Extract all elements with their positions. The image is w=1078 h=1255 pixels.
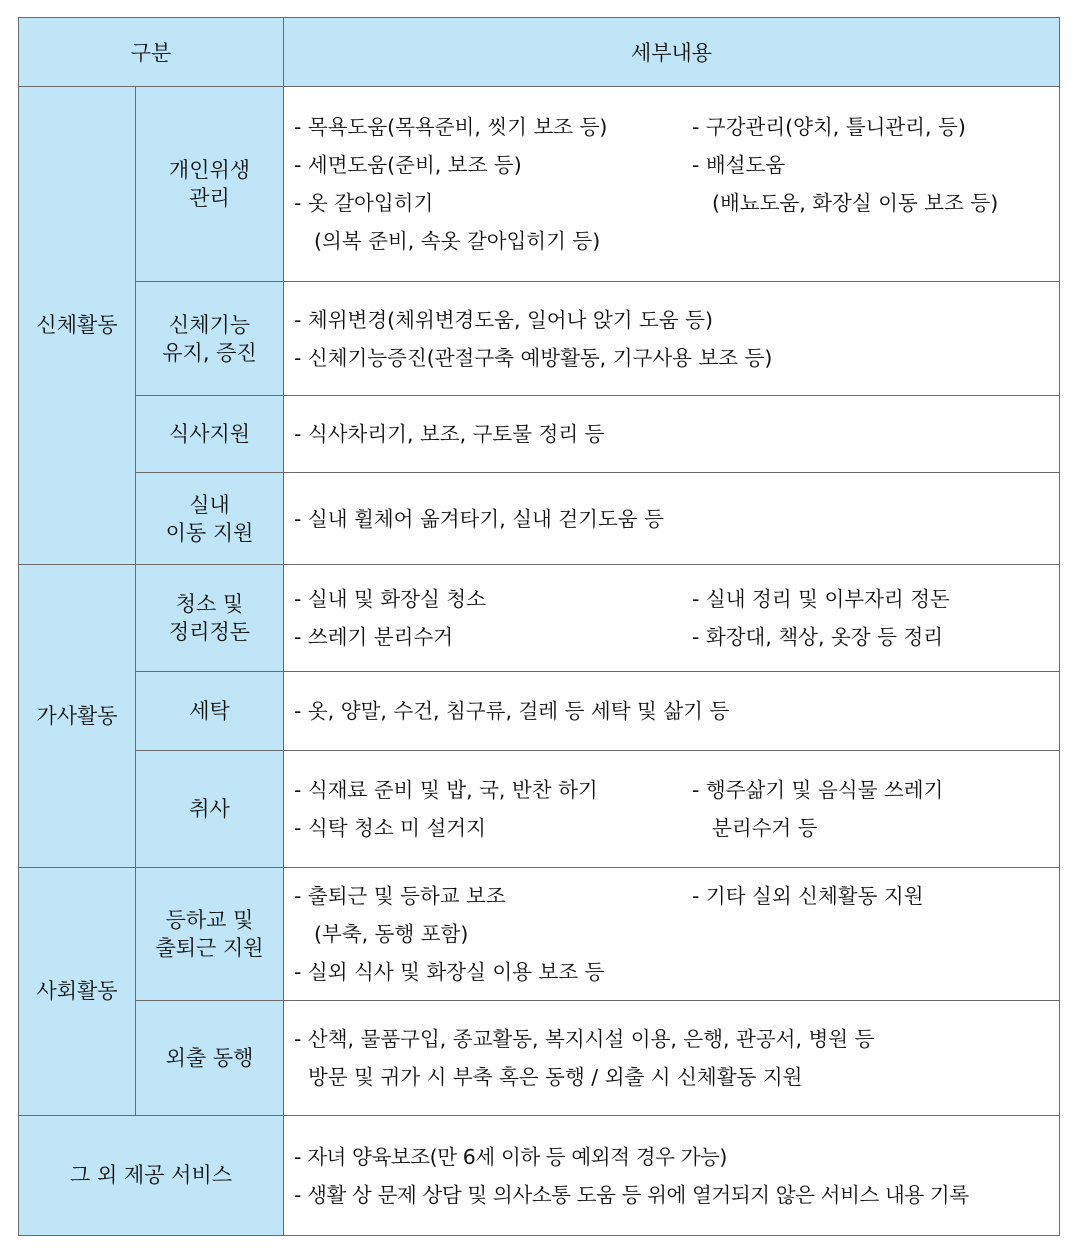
detail-line: - 실내 및 화장실 청소 — [294, 587, 486, 611]
category-housework: 가사활동 — [19, 565, 136, 868]
detail-line: - 쓰레기 분리수거 — [294, 625, 454, 649]
detail-line: - 옷, 양말, 수건, 침구류, 걸레 등 세탁 및 삶기 등 — [294, 699, 730, 723]
detail-line: - 산책, 물품구입, 종교활동, 복지시설 이용, 은행, 관공서, 병원 등 — [294, 1027, 875, 1051]
header-category: 구분 — [19, 18, 284, 87]
detail-line: (의복 준비, 속옷 갈아입히기 등) — [314, 229, 601, 253]
service-table — [18, 17, 1060, 1236]
detail-line: - 식재료 준비 및 밥, 국, 반찬 하기 — [294, 778, 598, 802]
detail-line: 방문 및 귀가 시 부축 혹은 동행 / 외출 시 신체활동 지원 — [308, 1065, 803, 1089]
category-other: 그 외 제공 서비스 — [19, 1116, 284, 1236]
detail-line: - 실내 휠체어 옮겨타기, 실내 걷기도움 등 — [294, 506, 664, 531]
detail-hygiene — [284, 87, 1060, 282]
detail-line: - 신체기능증진(관절구축 예방활동, 기구사용 보조 등) — [294, 345, 773, 370]
row-commute — [19, 868, 1060, 1001]
detail-line: - 실외 식사 및 화장실 이용 보조 등 — [294, 960, 605, 984]
row-hygiene — [19, 87, 1060, 282]
detail-line: - 기타 실외 신체활동 지원 — [692, 884, 924, 908]
category-social: 사회활동 — [19, 868, 136, 1116]
row-cooking — [19, 751, 1060, 868]
detail-line: (배뇨도움, 화장실 이동 보조 등) — [712, 191, 999, 215]
detail-laundry — [284, 672, 1060, 751]
detail-line: - 화장대, 책상, 옷장 등 정리 — [692, 625, 944, 649]
detail-indoor — [284, 473, 1060, 565]
category-physical: 신체활동 — [19, 87, 136, 565]
row-cleaning — [19, 565, 1060, 672]
detail-meal — [284, 396, 1060, 473]
detail-line: - 실내 정리 및 이부자리 정돈 — [692, 587, 950, 611]
detail-line: - 체위변경(체위변경도움, 일어나 앉기 도움 등) — [294, 307, 713, 332]
detail-function — [284, 282, 1060, 396]
detail-outing — [284, 1001, 1060, 1116]
detail-line: - 식사차리기, 보조, 구토물 정리 등 — [294, 422, 605, 446]
detail-line: 분리수거 등 — [712, 816, 818, 840]
sub-meal: 식사지원 — [136, 396, 284, 473]
detail-cooking — [284, 751, 1060, 868]
detail-other — [284, 1116, 1060, 1236]
detail-line: - 구강관리(양치, 틀니관리, 등) — [692, 115, 966, 139]
header-detail: 세부내용 — [284, 18, 1060, 87]
detail-commute — [284, 868, 1060, 1001]
detail-line: - 자녀 양육보조(만 6세 이하 등 예외적 경우 가능) — [294, 1144, 728, 1169]
detail-line: - 식탁 청소 미 설거지 — [294, 816, 486, 840]
header-row — [19, 18, 1060, 87]
row-function — [19, 282, 1060, 396]
sub-commute: 등하교 및 출퇴근 지원 — [136, 868, 284, 1001]
row-indoor — [19, 473, 1060, 565]
detail-line: - 생활 상 문제 상담 및 의사소통 도움 등 위에 열거되지 않은 서비스 내용 기록 — [294, 1182, 969, 1207]
sub-indoor: 실내 이동 지원 — [136, 473, 284, 565]
row-other — [19, 1116, 1060, 1236]
sub-laundry: 세탁 — [136, 672, 284, 751]
detail-line: - 목욕도움(목욕준비, 씻기 보조 등) — [294, 115, 608, 139]
row-meal — [19, 396, 1060, 473]
detail-line: - 배설도움 — [692, 153, 786, 177]
sub-hygiene: 개인위생 관리 — [136, 87, 284, 282]
detail-line: - 세면도움(준비, 보조 등) — [294, 153, 522, 177]
detail-line: - 옷 갈아입히기 — [294, 191, 434, 215]
sub-function: 신체기능 유지, 증진 — [136, 282, 284, 396]
row-laundry — [19, 672, 1060, 751]
detail-line: (부축, 동행 포함) — [314, 922, 469, 946]
sub-cleaning: 청소 및 정리정돈 — [136, 565, 284, 672]
sub-cooking: 취사 — [136, 751, 284, 868]
detail-cleaning — [284, 565, 1060, 672]
row-outing — [19, 1001, 1060, 1116]
detail-line: - 행주삶기 및 음식물 쓰레기 — [692, 778, 944, 802]
sub-outing: 외출 동행 — [136, 1001, 284, 1116]
detail-line: - 출퇴근 및 등하교 보조 — [294, 884, 506, 908]
